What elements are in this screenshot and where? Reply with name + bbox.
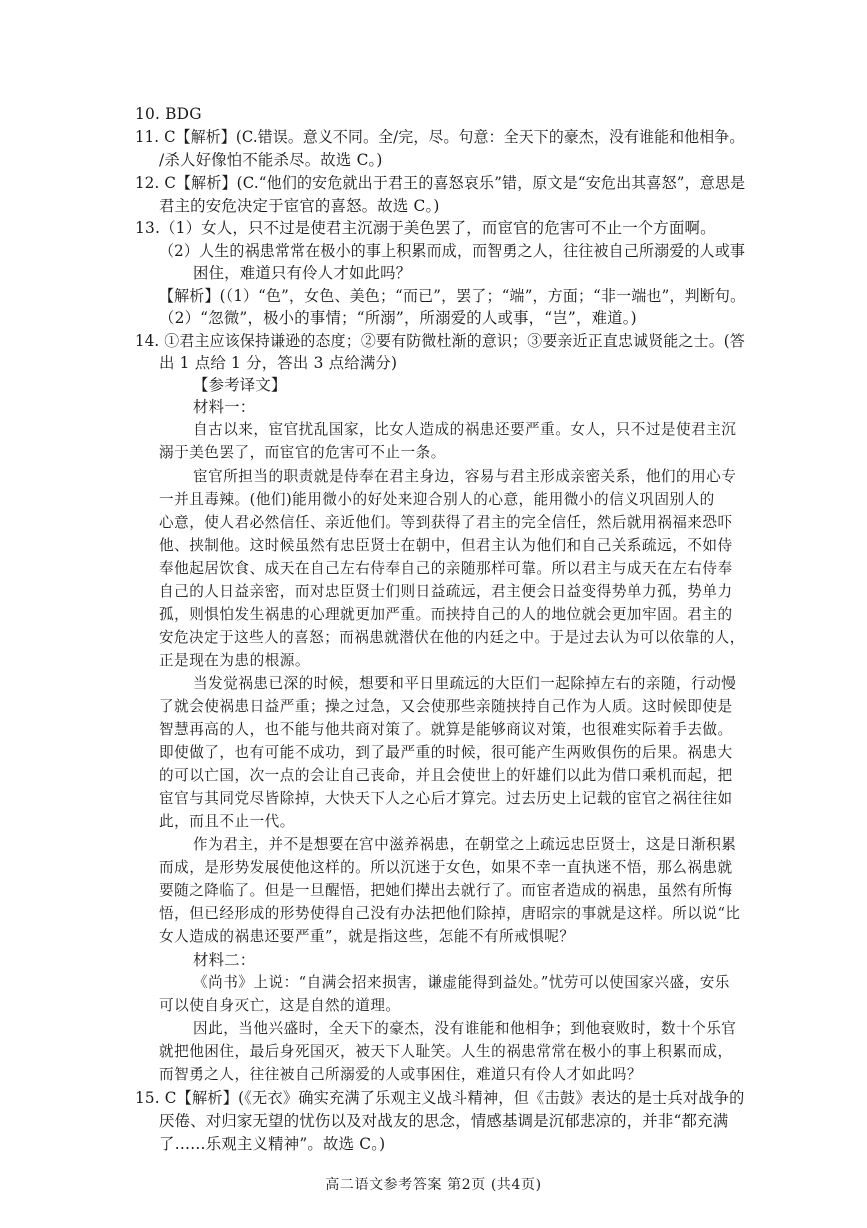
m1-line: 安危决定于这些人的喜怒；而祸患就潜伏在他的内廷之中。于是过去认为可以依靠的人，	[159, 629, 745, 646]
m1-line: 当发觉祸患已深的时候，想要和平日里疏远的大臣们一起除掉左右的亲随，行动慢	[193, 675, 737, 692]
m1-line: 自己的人日益亲密，而对忠臣贤士们则日益疏远，君主便会日益变得势单力孤，势单力	[159, 583, 733, 600]
m1-line: 奉他起居饮食、成天在自己左右侍奉自己的亲随那样可靠。所以君主与成天在左右侍奉	[159, 560, 733, 577]
page-footer: 高二语文参考答案 第2页 (共4页)	[325, 1177, 542, 1193]
m2-line: 可以使自身灭亡，这是自然的道理。	[159, 997, 401, 1014]
answer-14-line-1: 14. ①君主应该保持谦逊的态度；②要有防微杜渐的意识；③要亲近正直忠诚贤能之士。(答	[135, 332, 745, 350]
m1-line: 的可以亡国，次一点的会让自己丧命，并且会使世上的奸雄们以此为借口乘机而起，把	[159, 767, 733, 784]
answer-10: 10. BDG	[135, 105, 202, 123]
m1-line: 此，而且不止一代。	[159, 813, 295, 830]
answer-13-analysis-1: 【解析】(（1）“色”，女色、美色；“而已”，罢了；“端”，方面；“非一端也”，判断句。	[159, 287, 746, 305]
answer-13-line-2: （2）人生的祸患常常在极小的事上积累而成，而智勇之人，往往被自己所溺爱的人或事	[159, 242, 746, 260]
m1-line: 作为君主，并不是想要在宫中滋养祸患，在朝堂之上疏远忠臣贤士，这是日渐积累	[193, 836, 737, 853]
answer-12-line-1: 12. C【解析】(C.“他们的安危就出于君王的喜怒哀乐”错，原文是“安危出其喜怒”，意思是	[135, 174, 746, 192]
answer-12-line-2: 君主的安危决定于宦官的喜怒。故选 C。)	[159, 197, 440, 215]
m1-line: 正是现在为患的根源。	[159, 652, 310, 669]
m1-line: 一并且毒辣。(他们)能用微小的好处来迎合别人的心意，能用微小的信义巩固别人的	[159, 491, 715, 508]
m1-line: 而成，是形势发展使他这样的。所以沉迷于女色，如果不幸一直执迷不悟，那么祸患就	[159, 859, 733, 876]
answer-14-line-2: 出 1 点给 1 分，答出 3 点给满分)	[159, 354, 398, 372]
m1-line: 即使做了，也有可能不成功，到了最严重的时候，很可能产生两败俱伤的后果。祸患大	[159, 744, 733, 761]
m1-line: 女人造成的祸患还要严重”，就是指这些，怎能不有所戒惧呢？	[159, 928, 575, 945]
m1-line: 了就会使祸患日益严重；操之过急，又会使那些亲随挟持自己作为人质。这时候即使是	[159, 698, 733, 715]
answer-11-line-1: 11. C【解析】(C.错误。意义不同。全/完，尽。句意：全天下的豪杰，没有谁能和他相争。	[135, 128, 745, 146]
m2-line: 就把他困住，最后身死国灭，被天下人耻笑。人生的祸患常常在极小的事上积累而成，	[159, 1043, 733, 1060]
m1-line: 宦官与其同党尽皆除掉，大快天下人之心后才算完。过去历史上记载的宦官之祸往往如	[159, 790, 733, 807]
m1-line: 心意，使人君必然信任、亲近他们。等到获得了君主的完全信任，然后就用祸福来恐吓	[159, 514, 733, 531]
m1-line: 自古以来，宦官扰乱国家，比女人造成的祸患还要严重。女人，只不过是使君主沉	[193, 421, 737, 438]
answer-15-line-2: 厌倦、对归家无望的忧伤以及对战友的思念，情感基调是沉郁悲凉的，并非“都充满	[159, 1112, 729, 1130]
m1-line: 孤，则惧怕发生祸患的心理就更加严重。而挟持自己的人的地位就会更加牢固。君主的	[159, 606, 733, 623]
m1-line: 悟，但已经形成的形势使得自己没有办法把他们除掉，唐昭宗的事就是这样。所以说“比	[159, 905, 741, 922]
material-2-label: 材料二：	[193, 951, 256, 969]
m1-line: 宦官所担当的职责就是侍奉在君主身边，容易与君主形成亲密关系，他们的用心专	[193, 468, 737, 485]
answer-15-line-1: 15. C【解析】(《无衣》确实充满了乐观主义战斗精神，但《击鼓》表达的是士兵对战争的	[135, 1089, 745, 1107]
translation-heading: 【参考译文】	[193, 376, 287, 394]
answer-15-line-3: 了……乐观主义精神”。故选 C。)	[159, 1135, 386, 1153]
answer-13-line-3: 困住，难道只有伶人才如此吗？	[193, 264, 412, 282]
m2-line: 而智勇之人，往往被自己所溺爱的人或事困住，难道只有伶人才如此吗？	[159, 1066, 643, 1083]
m2-line: 《尚书》上说：“自满会招来损害，谦虚能得到益处。”忧劳可以使国家兴盛，安乐	[193, 974, 730, 991]
m1-line: 要随之降临了。但是一旦醒悟，把她们撵出去就行了。而宦者造成的祸患，虽然有所悔	[159, 882, 733, 899]
answer-13-analysis-2: （2）“忽微”，极小的事情；“所溺”，所溺爱的人或事，“岂”，难道。)	[159, 309, 637, 327]
material-1-label: 材料一：	[193, 398, 256, 416]
m1-line: 溺于美色罢了，而宦官的危害可不止一条。	[159, 444, 446, 461]
m2-line: 因此，当他兴盛时，全天下的豪杰，没有谁能和他相争；到他衰败时，数十个乐官	[193, 1020, 737, 1037]
answer-11-line-2: /杀人好像怕不能杀尽。故选 C。)	[159, 151, 383, 169]
m1-line: 他、挟制他。这时候虽然有忠臣贤士在朝中，但君主认为他们和自己关系疏远，不如侍	[159, 537, 733, 554]
m1-line: 智慧再高的人，也不能与他共商对策了。就算是能够商议对策，也很难实际着手去做。	[159, 721, 733, 738]
answer-13-line-1: 13.（1）女人，只不过是使君主沉溺于美色罢了，而宦官的危害可不止一个方面啊。	[135, 219, 716, 237]
